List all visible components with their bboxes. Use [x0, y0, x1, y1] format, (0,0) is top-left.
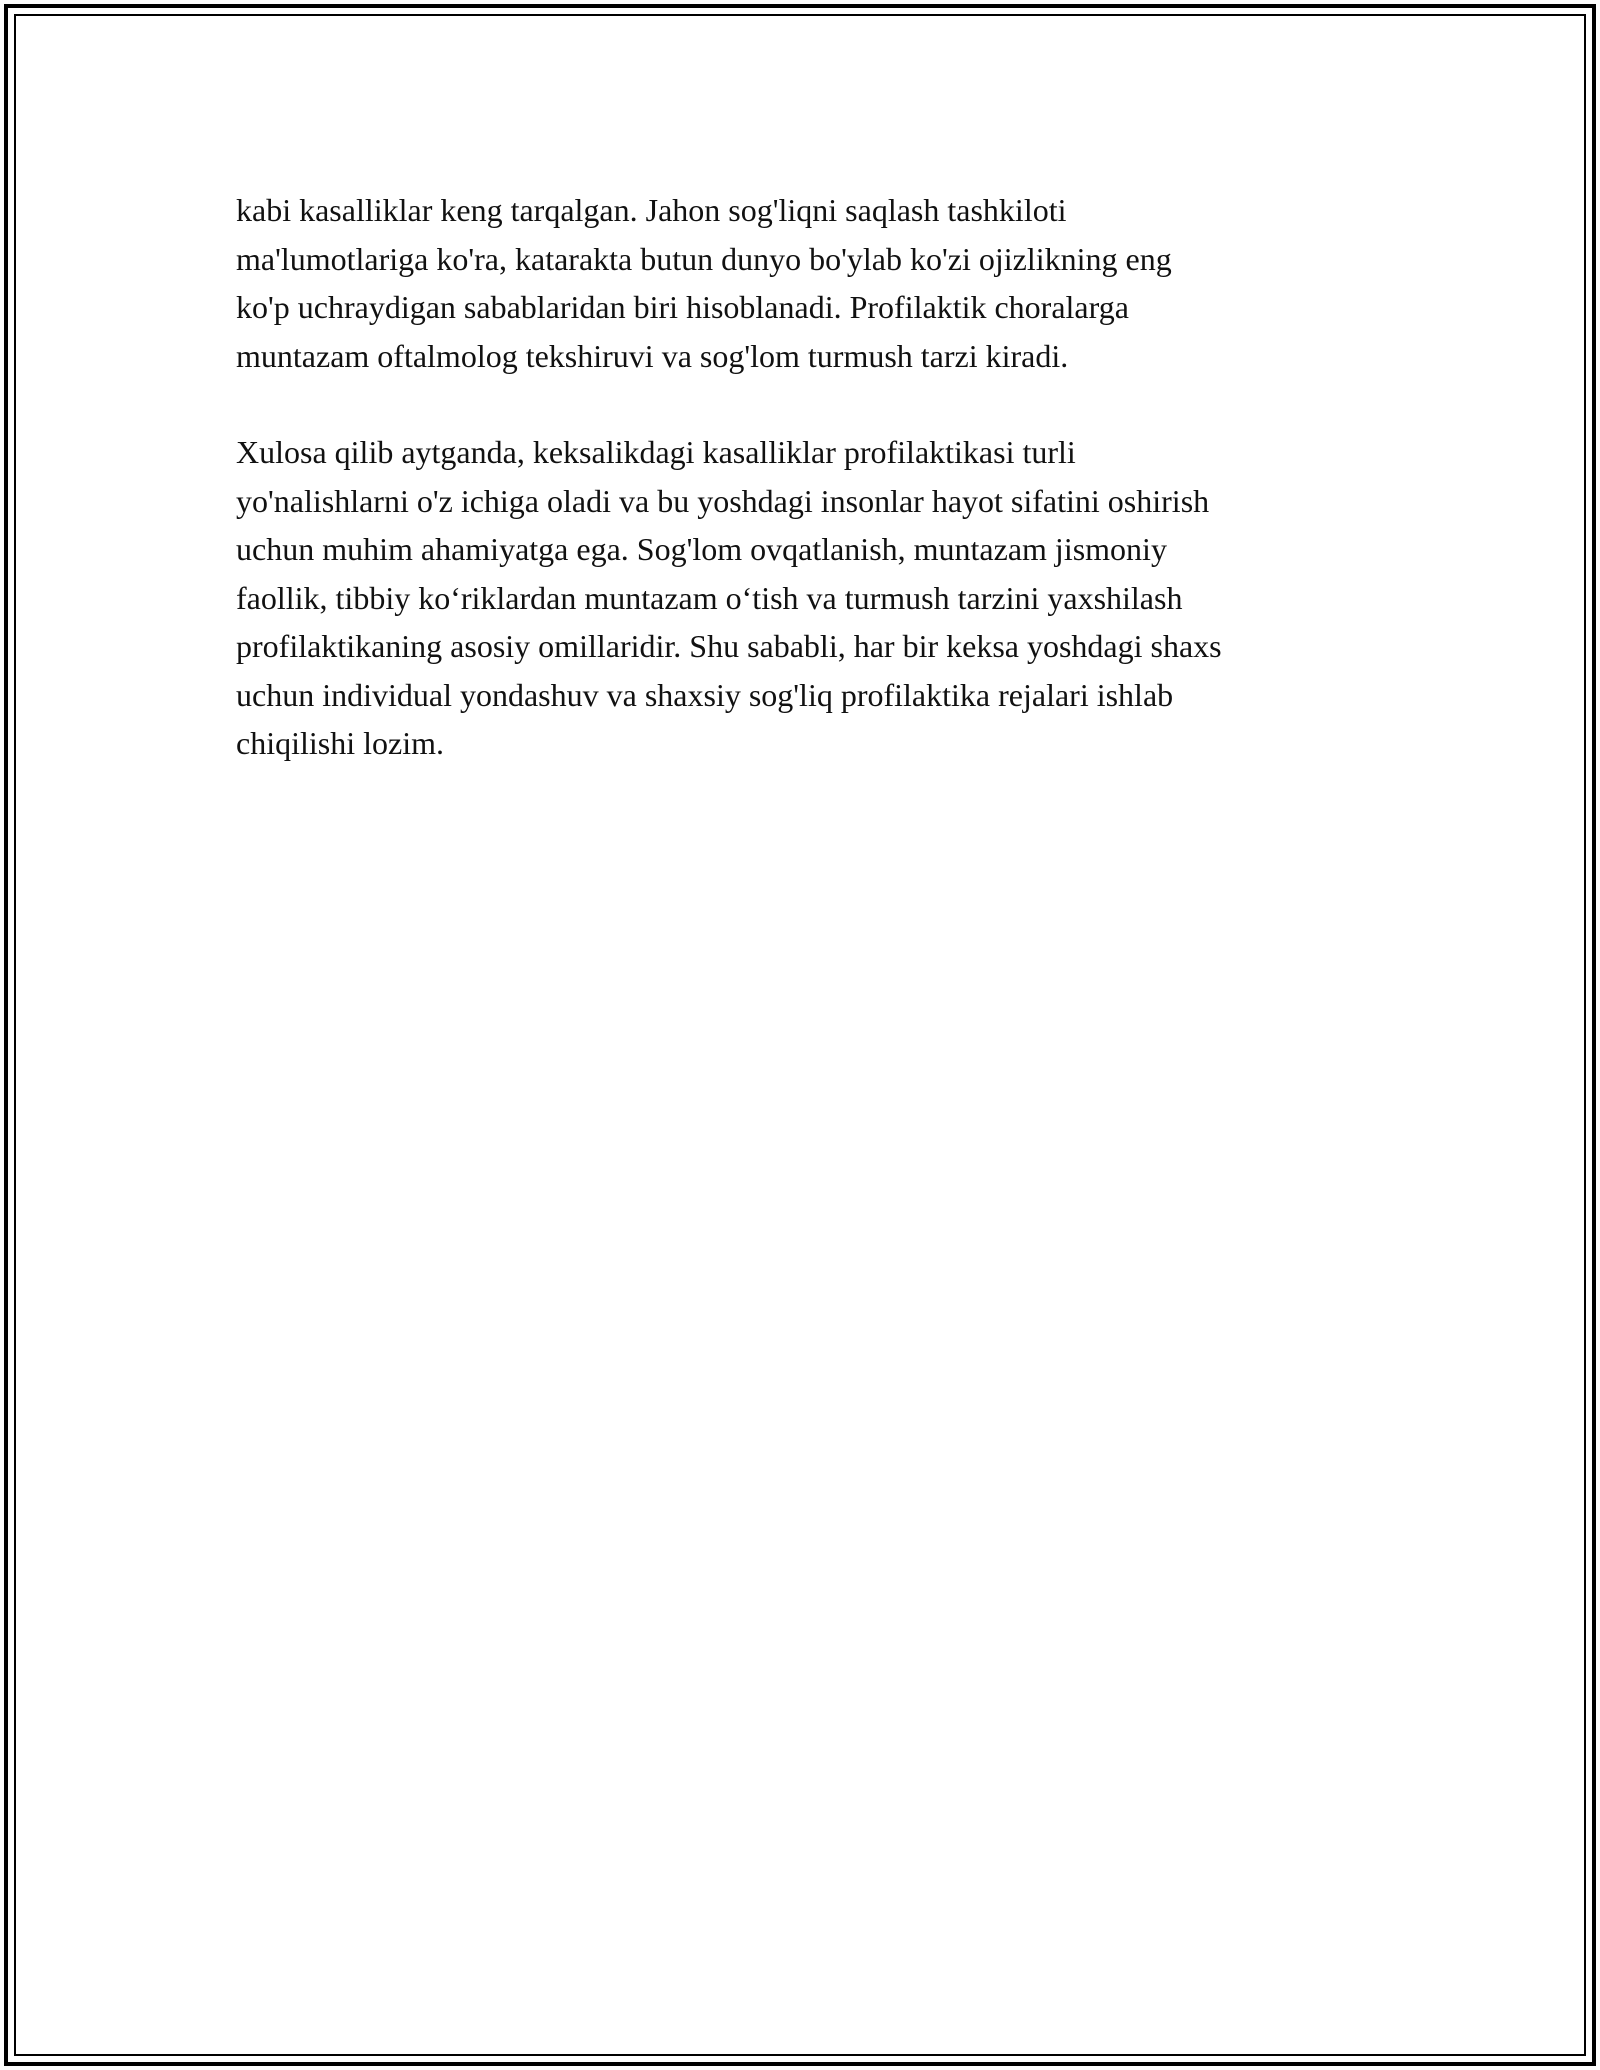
paragraph-cataract: kabi kasalliklar keng tarqalgan. Jahon sog'liqni saqlash tashkiloti ma'lumotlariga ko'ra, katarakta butun dunyo bo'ylab ko'zi ojizlikning eng ko'p uchraydigan sabablaridan biri hisoblanadi. Profilaktik choralarga muntazam oftalmolog tekshiruvi va sog'lom turmush tarzi kiradi. — [236, 192, 1172, 374]
document-body — [236, 186, 1386, 768]
paragraph-conclusion: Xulosa qilib aytganda, keksalikdagi kasalliklar profilaktikasi turli yo'nalishlarni o'z ichiga oladi va bu yoshdagi insonlar hayot sifatini oshirish uchun muhim ahamiyatga ega. Sog'lom ovqatlanish, muntazam jismoniy faollik, tibbiy ko‘riklardan muntazam o‘tish va turmush tarzini yaxshilash profilaktikaning asosiy omillaridir. Shu sababli, har bir keksa yoshdagi shaxs uchun individual yondashuv va shaxsiy sog'liq profilaktika rejalari ishlab chiqilishi lozim. — [236, 434, 1222, 761]
